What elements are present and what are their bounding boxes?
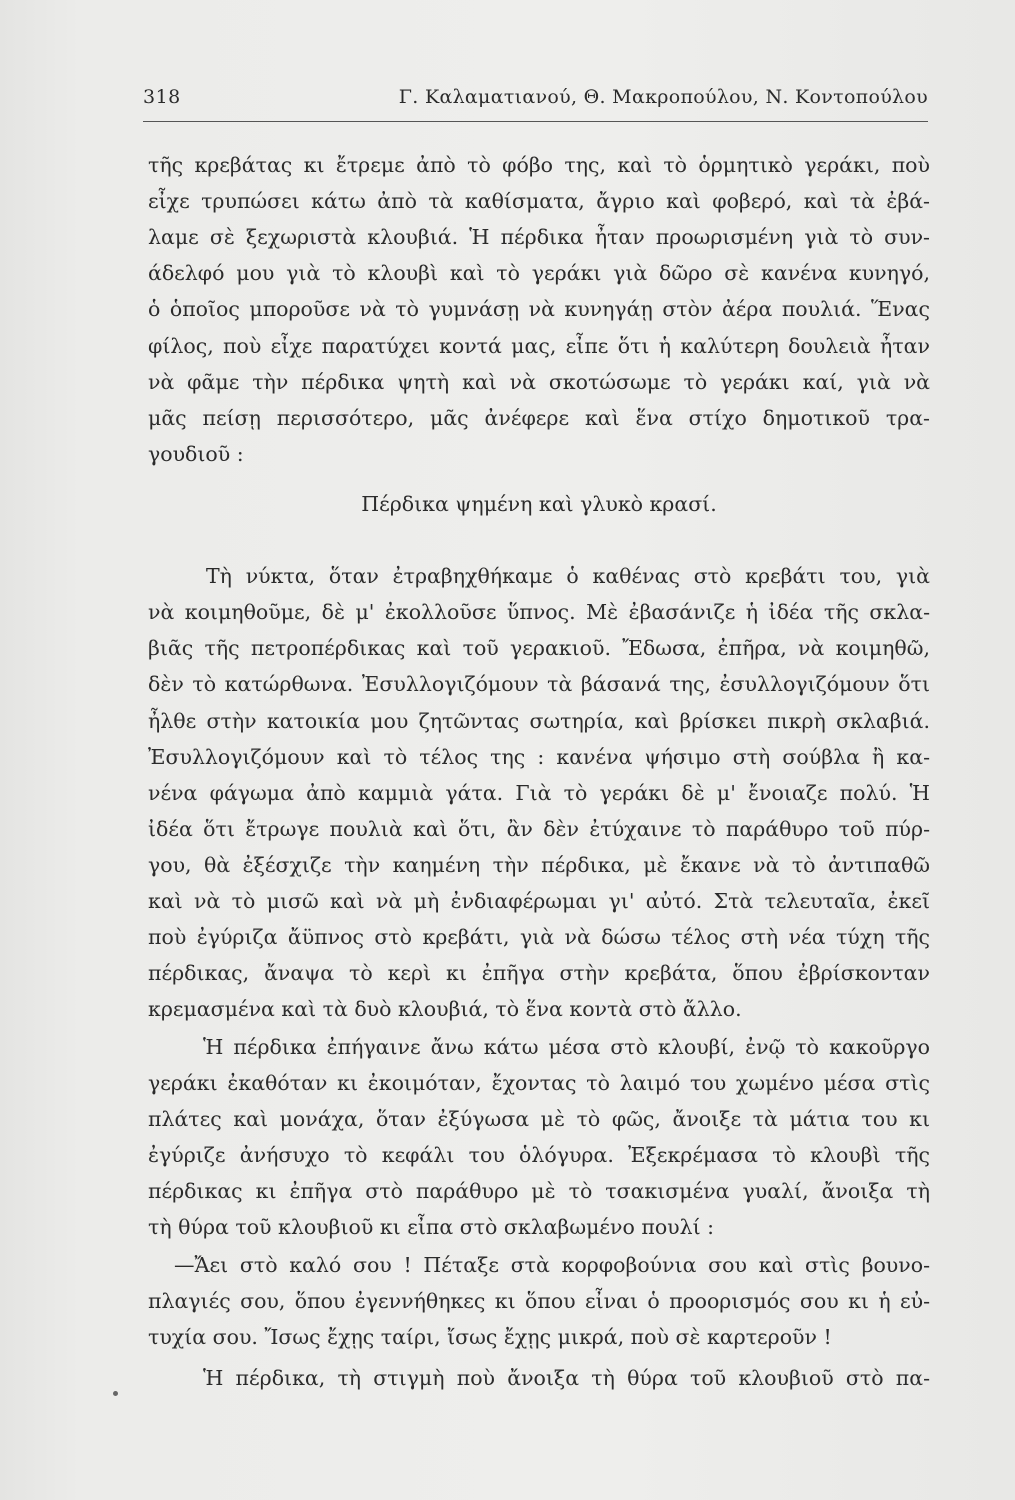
text-line: τῆς κρεβάτας κι ἔτρεμε ἀπὸ τὸ φόβο της, καὶ τὸ ὁρμητικὸ γεράκι, ποὺ bbox=[148, 153, 930, 177]
text-line: γεράκι ἐκαθόταν κι ἐκοιμόταν, ἔχοντας τὸ λαιμό του χωμένο μέσα στὶς bbox=[148, 1071, 930, 1095]
text-line: νένα φάγωμα ἀπὸ καμμιὰ γάτα. Γιὰ τὸ γεράκι δὲ μ' ἔνοιαζε πολύ. Ἡ bbox=[148, 781, 930, 805]
text-line: πλαγιές σου, ὅπου ἐγεννήθηκες κι ὅπου εἶναι ὁ προορισμός σου κι ἡ εὐ- bbox=[148, 1289, 930, 1313]
verse-quotation: Πέρδικα ψημένη καὶ γλυκὸ κρασί. bbox=[361, 492, 717, 516]
paragraph-start-line: Ἡ πέρδικα ἐπήγαινε ἄνω κάτω μέσα στὸ κλουβί, ἐνῷ τὸ κακοῦργο bbox=[203, 1035, 930, 1059]
text-line: φίλος, ποὺ εἶχε παρατύχει κοντά μας, εἶπε ὅτι ἡ καλύτερη δουλειὰ ἦταν bbox=[148, 334, 930, 358]
text-line: κρεμασμένα καὶ τὰ δυὸ κλουβιά, τὸ ἕνα κοντὰ στὸ ἄλλο. bbox=[148, 997, 742, 1021]
text-line: γουδιοῦ : bbox=[148, 442, 244, 466]
text-line: δὲν τὸ κατώρθωνα. Ἐσυλλογιζόμουν τὰ βάσανά της, ἐσυλλογιζόμουν ὅτι bbox=[148, 672, 930, 696]
text-line: γου, θὰ ἐξέσχιζε τὴν καημένη τὴν πέρδικα, μὲ ἔκανε νὰ τὸ ἀντιπαθῶ bbox=[148, 853, 930, 877]
page-header bbox=[143, 86, 928, 114]
text-line: ἐγύριζε ἀνήσυχο τὸ κεφάλι του ὁλόγυρα. Ἐξεκρέμασα τὸ κλουβὶ τῆς bbox=[148, 1143, 930, 1167]
text-line: τὴ θύρα τοῦ κλουβιοῦ κι εἶπα στὸ σκλαβωμένο πουλί : bbox=[148, 1215, 715, 1239]
running-head: Γ. Καλαματιανού, Θ. Μακροπούλου, Ν. Κοντοπούλου bbox=[398, 86, 928, 108]
text-line: τυχία σου. Ἴσως ἔχῃς ταίρι, ἴσως ἔχῃς μικρά, ποὺ σὲ καρτεροῦν ! bbox=[148, 1325, 832, 1349]
dialogue-line: —Ἄει στὸ καλό σου ! Πέταξε στὰ κορφοβούνια σου καὶ στὶς βουνο- bbox=[174, 1253, 930, 1277]
page-number: 318 bbox=[143, 86, 181, 108]
text-line: εἶχε τρυπώσει κάτω ἀπὸ τὰ καθίσματα, ἄγριο καὶ φοβερό, καὶ τὰ ἐβά- bbox=[148, 189, 930, 213]
text-line: λαμε σὲ ξεχωριστὰ κλουβιά. Ἡ πέρδικα ἦταν προωρισμένη γιὰ τὸ συν- bbox=[148, 225, 930, 249]
text-line: Ἐσυλλογιζόμουν καὶ τὸ τέλος της : κανένα ψήσιμο στὴ σούβλα ἢ κα- bbox=[148, 745, 930, 769]
text-line: νὰ κοιμηθοῦμε, δὲ μ' ἐκολλοῦσε ὕπνος. Μὲ ἐβασάνιζε ἡ ἰδέα τῆς σκλα- bbox=[148, 600, 930, 624]
paragraph-start-line: Τὴ νύκτα, ὅταν ἐτραβηχθήκαμε ὁ καθένας στὸ κρεβάτι του, γιὰ bbox=[206, 564, 930, 588]
text-line: πέρδικας κι ἐπῆγα στὸ παράθυρο μὲ τὸ τσακισμένα γυαλί, ἄνοιξα τὴ bbox=[148, 1179, 930, 1203]
text-line: καὶ νὰ τὸ μισῶ καὶ νὰ μὴ ἐνδιαφέρωμαι γι' αὐτό. Στὰ τελευταῖα, ἐκεῖ bbox=[148, 889, 930, 913]
text-line: μᾶς πείσῃ περισσότερο, μᾶς ἀνέφερε καὶ ἕνα στίχο δημοτικοῦ τρα- bbox=[148, 406, 930, 430]
text-line: πέρδικας, ἄναψα τὸ κερὶ κι ἐπῆγα στὴν κρεβάτα, ὅπου ἐβρίσκονταν bbox=[148, 961, 930, 985]
paragraph-start-line: Ἡ πέρδικα, τὴ στιγμὴ ποὺ ἄνοιξα τὴ θύρα τοῦ κλουβιοῦ στὸ πα- bbox=[203, 1366, 930, 1390]
text-line: ἰδέα ὅτι ἔτρωγε πουλιὰ καὶ ὅτι, ἂν δὲν ἐτύχαινε τὸ παράθυρο τοῦ πύρ- bbox=[148, 817, 930, 841]
text-line: πλάτες καὶ μονάχα, ὅταν ἐξύγωσα μὲ τὸ φῶς, ἄνοιξε τὰ μάτια του κι bbox=[148, 1107, 930, 1131]
text-line: άδελφό μου γιὰ τὸ κλουβὶ καὶ τὸ γεράκι γιὰ δῶρο σὲ κανένα κυνηγό, bbox=[148, 261, 930, 285]
paper-speck bbox=[113, 1391, 118, 1396]
text-line: ἦλθε στὴν κατοικία μου ζητῶντας σωτηρία, καὶ βρίσκει πικρὴ σκλαβιά. bbox=[148, 709, 930, 733]
text-line: ὁ ὁποῖος μποροῦσε νὰ τὸ γυμνάσῃ νὰ κυνηγάῃ στὸν ἀέρα πουλιά. Ἕνας bbox=[148, 297, 930, 321]
text-line: βιᾶς τῆς πετροπέρδικας καὶ τοῦ γερακιοῦ. Ἔδωσα, ἐπῆρα, νὰ κοιμηθῶ, bbox=[148, 636, 930, 660]
header-rule bbox=[143, 121, 928, 122]
text-line: νὰ φᾶμε τὴν πέρδικα ψητὴ καὶ νὰ σκοτώσωμε τὸ γεράκι καί, γιὰ νὰ bbox=[148, 370, 930, 394]
text-line: ποὺ ἐγύριζα ἄϋπνος στὸ κρεβάτι, γιὰ νὰ δώσω τέλος στὴ νέα τύχη τῆς bbox=[148, 925, 930, 949]
